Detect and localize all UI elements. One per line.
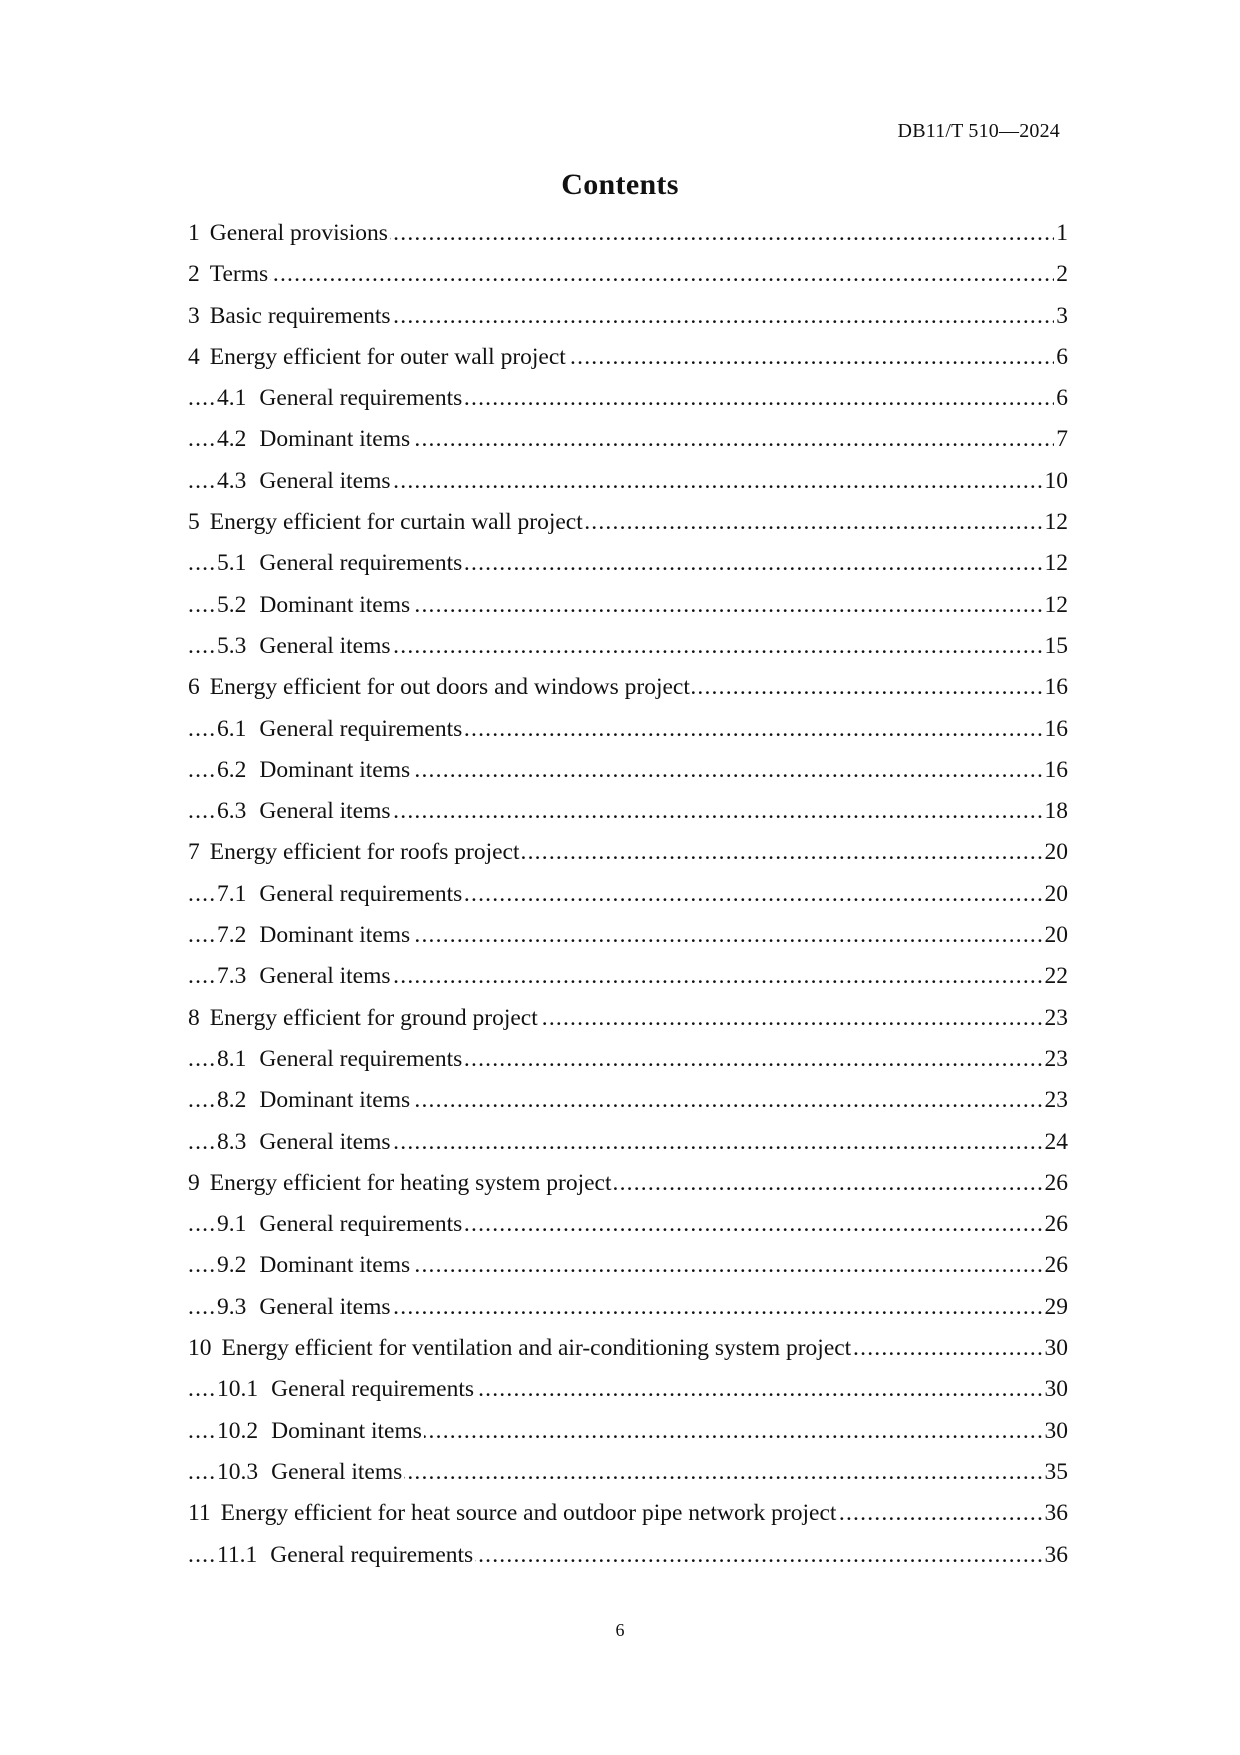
toc-entry-page: 12	[1043, 502, 1069, 543]
toc-entry-label: Energy efficient for heating system project	[209, 1169, 612, 1196]
toc-entry-title	[188, 1005, 540, 1031]
toc-entry-title	[217, 716, 464, 742]
toc-section-entry[interactable]	[188, 543, 1068, 584]
toc-entry-label: Energy efficient for heat source and outdoor pipe network project	[220, 1500, 837, 1527]
toc-entry-label: Dominant items	[271, 1417, 422, 1444]
toc-entry-page: 18	[1043, 791, 1069, 832]
toc-entry-label: General requirements	[271, 1376, 475, 1403]
toc-section-entry[interactable]	[188, 378, 1068, 419]
toc-entry-title	[188, 261, 270, 287]
toc-entry-number: 8.3	[217, 1128, 247, 1155]
toc-entry-label: General requirements	[270, 1541, 474, 1568]
toc-entry-title	[217, 550, 464, 576]
toc-section-entry[interactable]	[188, 1122, 1068, 1163]
toc-entry-page: 26	[1043, 1163, 1069, 1204]
toc-entry-page: 26	[1043, 1204, 1069, 1245]
toc-section-entry[interactable]	[188, 461, 1068, 502]
toc-entry-number: 4.1	[217, 385, 247, 412]
toc-entry-page: 12	[1043, 543, 1069, 584]
toc-entry-title	[188, 839, 521, 865]
toc-chapter-entry[interactable]	[188, 1163, 1068, 1204]
toc-entry-page: 20	[1043, 915, 1069, 956]
toc-entry-number: 6	[188, 674, 200, 701]
toc-entry-label: General items	[259, 798, 391, 825]
toc-entry-title	[217, 881, 464, 907]
toc-entry-page: 7	[1054, 419, 1068, 460]
toc-entry-page: 23	[1043, 998, 1069, 1039]
toc-entry-page: 23	[1043, 1080, 1069, 1121]
toc-entry-number: 9.1	[217, 1211, 247, 1238]
toc-entry-number: 4	[188, 343, 200, 370]
toc-entry-number: 7.2	[217, 922, 247, 949]
toc-entry-number: 9.2	[217, 1252, 247, 1279]
toc-entry-label: General items	[259, 632, 391, 659]
toc-entry-page: 20	[1043, 832, 1069, 873]
toc-entry-number: 7.3	[217, 963, 247, 990]
toc-entry-title	[217, 1252, 412, 1278]
toc-entry-title	[217, 592, 412, 618]
toc-entry-number: 2	[188, 261, 200, 288]
toc-entry-label: Energy efficient for curtain wall project	[209, 509, 583, 536]
toc-entry-number: 6.2	[217, 756, 247, 783]
toc-entry-title	[188, 303, 393, 329]
toc-entry-title	[188, 1500, 838, 1526]
toc-entry-label: Energy efficient for out doors and windows project	[209, 674, 690, 701]
toc-entry-page: 24	[1043, 1122, 1069, 1163]
toc-entry-title	[217, 963, 393, 989]
toc-entry-label: General items	[259, 1293, 391, 1320]
toc-entry-page: 1	[1054, 213, 1068, 254]
toc-section-entry[interactable]	[188, 419, 1068, 460]
toc-entry-number: 3	[188, 302, 200, 329]
toc-section-entry[interactable]	[188, 1204, 1068, 1245]
page-number: 6	[615, 1620, 625, 1640]
toc-entry-number: 9.3	[217, 1293, 247, 1320]
toc-entry-title	[217, 922, 412, 948]
toc-entry-title	[188, 1170, 614, 1196]
toc-section-entry[interactable]	[188, 791, 1068, 832]
toc-entry-title	[217, 1129, 393, 1155]
toc-entry-number: 4.2	[217, 426, 247, 453]
toc-entry-page: 2	[1054, 254, 1068, 295]
toc-entry-page: 16	[1043, 709, 1069, 750]
toc-entry-label: Dominant items	[259, 591, 411, 618]
toc-entry-number: 8	[188, 1004, 200, 1031]
toc-entry-page: 3	[1054, 296, 1068, 337]
toc-entry-title	[217, 1046, 464, 1072]
toc-entry-label: Basic requirements	[209, 302, 391, 329]
toc-entry-label: General items	[271, 1458, 403, 1485]
toc-entry-title	[217, 757, 412, 783]
toc-entry-number: 9	[188, 1169, 200, 1196]
toc-entry-label: Dominant items	[259, 1252, 411, 1279]
toc-entry-number: 10.1	[217, 1376, 259, 1403]
standard-number: DB11/T 510—2024	[897, 120, 1060, 142]
toc-chapter-entry[interactable]	[188, 502, 1068, 543]
toc-section-entry[interactable]	[188, 1245, 1068, 1286]
toc-entry-label: Terms	[209, 261, 269, 288]
toc-entry-number: 10.2	[217, 1417, 259, 1444]
toc-chapter-entry[interactable]	[188, 254, 1068, 295]
toc-entry-label: General provisions	[209, 220, 388, 246]
toc-entry-label: Energy efficient for roofs project	[209, 839, 520, 866]
toc-entry-number: 10.3	[217, 1458, 259, 1485]
toc-entry-page: 20	[1043, 874, 1069, 915]
table-of-contents	[188, 213, 1068, 1576]
toc-section-entry[interactable]	[188, 874, 1068, 915]
toc-entry-page: 6	[1054, 337, 1068, 378]
toc-entry-label: General items	[259, 467, 391, 494]
toc-entry-title	[217, 798, 393, 824]
toc-section-entry[interactable]	[188, 1039, 1068, 1080]
toc-section-entry[interactable]	[188, 1287, 1068, 1328]
toc-entry-page: 30	[1043, 1411, 1069, 1452]
toc-entry-label: General requirements	[259, 1211, 463, 1238]
toc-entry-title	[217, 633, 393, 659]
toc-chapter-entry[interactable]	[188, 1493, 1068, 1534]
toc-section-entry[interactable]	[188, 626, 1068, 667]
toc-entry-number: 5.2	[217, 591, 247, 618]
toc-entry-number: 7	[188, 839, 200, 866]
toc-section-entry[interactable]	[188, 750, 1068, 791]
toc-entry-title	[188, 674, 692, 700]
toc-entry-label: Dominant items	[259, 1087, 411, 1114]
toc-entry-label: General requirements	[259, 880, 463, 907]
toc-entry-page: 30	[1043, 1369, 1069, 1410]
toc-entry-number: 5	[188, 509, 200, 536]
toc-entry-number: 11	[188, 1500, 211, 1527]
toc-entry-label: Dominant items	[259, 426, 411, 453]
toc-entry-title	[217, 1459, 404, 1485]
toc-section-entry[interactable]	[188, 1411, 1068, 1452]
toc-entry-label: General requirements	[259, 1045, 463, 1072]
toc-entry-page: 35	[1043, 1452, 1069, 1493]
toc-entry-label: General requirements	[259, 385, 463, 412]
toc-entry-page: 26	[1043, 1245, 1069, 1286]
toc-entry-number: 11.1	[217, 1541, 258, 1568]
toc-entry-number: 7.1	[217, 880, 247, 907]
toc-section-entry[interactable]	[188, 915, 1068, 956]
toc-entry-label: General requirements	[259, 715, 463, 742]
toc-entry-page: 16	[1043, 667, 1069, 708]
toc-chapter-entry[interactable]	[188, 213, 1068, 254]
toc-entry-number: 5.1	[217, 550, 247, 577]
toc-entry-title	[217, 385, 464, 411]
toc-entry-title	[188, 220, 390, 246]
toc-entry-page: 29	[1043, 1287, 1069, 1328]
toc-entry-number: 8.2	[217, 1087, 247, 1114]
toc-entry-number: 10	[188, 1335, 212, 1362]
toc-entry-label: Dominant items	[259, 756, 411, 783]
toc-entry-title	[217, 1294, 393, 1320]
toc-section-entry[interactable]	[188, 1080, 1068, 1121]
toc-entry-title	[188, 509, 585, 535]
toc-entry-title	[188, 1335, 853, 1361]
toc-entry-title	[217, 426, 412, 452]
toc-section-entry[interactable]	[188, 1535, 1068, 1576]
toc-entry-number: 5.3	[217, 632, 247, 659]
toc-chapter-entry[interactable]	[188, 998, 1068, 1039]
toc-entry-title	[217, 1087, 412, 1113]
toc-entry-label: Energy efficient for outer wall project	[209, 343, 566, 370]
toc-entry-number: 4.3	[217, 467, 247, 494]
toc-entry-number: 6.1	[217, 715, 247, 742]
toc-entry-title	[217, 468, 393, 494]
page-title: Contents	[561, 168, 679, 201]
toc-entry-label: General requirements	[259, 550, 463, 577]
toc-entry-page: 12	[1043, 585, 1069, 626]
toc-section-entry[interactable]	[188, 1369, 1068, 1410]
toc-entry-title	[217, 1211, 464, 1237]
toc-entry-page: 6	[1054, 378, 1068, 419]
toc-entry-page: 10	[1043, 461, 1069, 502]
toc-entry-page: 16	[1043, 750, 1069, 791]
toc-entry-label: General items	[259, 1128, 391, 1155]
toc-entry-page: 15	[1043, 626, 1069, 667]
toc-entry-page: 30	[1043, 1328, 1069, 1369]
toc-entry-label: Dominant items	[259, 922, 411, 949]
toc-entry-title	[217, 1376, 476, 1402]
toc-entry-label: General items	[259, 963, 391, 990]
toc-chapter-entry[interactable]	[188, 667, 1068, 708]
toc-section-entry[interactable]	[188, 956, 1068, 997]
toc-entry-title	[217, 1542, 475, 1568]
toc-section-entry[interactable]	[188, 585, 1068, 626]
dot-leader	[188, 254, 1068, 295]
toc-section-entry[interactable]	[188, 1452, 1068, 1493]
toc-entry-number: 6.3	[217, 798, 247, 825]
toc-entry-label: Energy efficient for ventilation and air-conditioning system project	[221, 1335, 852, 1362]
toc-chapter-entry[interactable]	[188, 832, 1068, 873]
toc-entry-title	[188, 344, 568, 370]
toc-entry-label: Energy efficient for ground project	[209, 1004, 538, 1031]
toc-chapter-entry[interactable]	[188, 296, 1068, 337]
toc-entry-page: 22	[1043, 956, 1069, 997]
toc-chapter-entry[interactable]	[188, 1328, 1068, 1369]
toc-entry-page: 23	[1043, 1039, 1069, 1080]
toc-entry-title	[217, 1418, 424, 1444]
toc-entry-number: 1	[188, 220, 200, 246]
toc-entry-page: 36	[1043, 1535, 1069, 1576]
toc-chapter-entry[interactable]	[188, 337, 1068, 378]
toc-section-entry[interactable]	[188, 709, 1068, 750]
toc-entry-page: 36	[1043, 1493, 1069, 1534]
toc-entry-number: 8.1	[217, 1045, 247, 1072]
